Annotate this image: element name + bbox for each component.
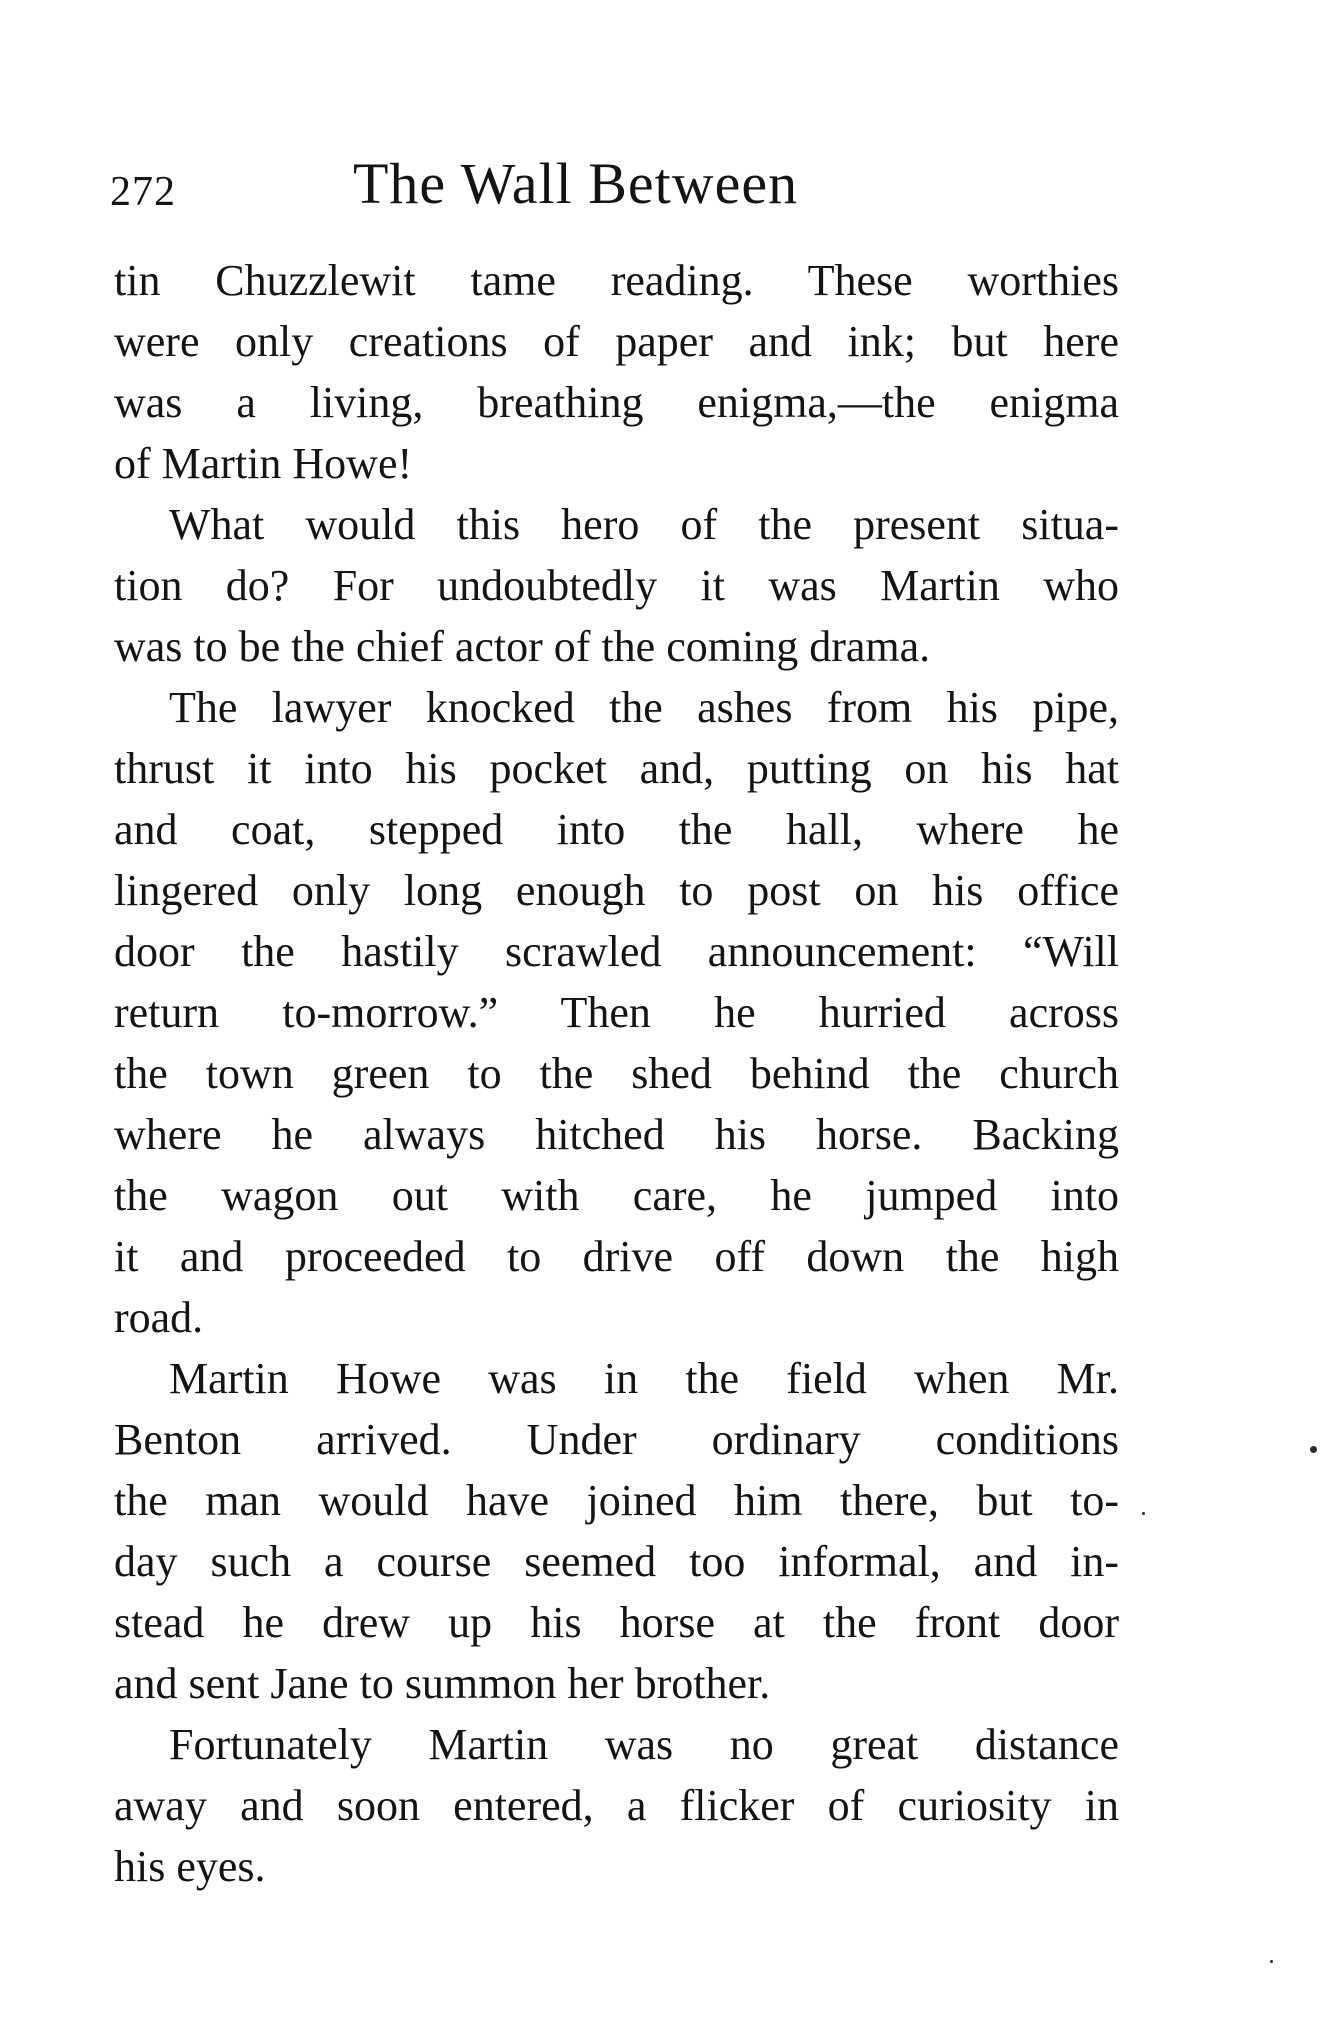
- text-line: What would this hero of the present situa-: [169, 500, 1119, 549]
- text-line: and sent Jane to summon her brother.: [114, 1659, 771, 1708]
- text-line: return to-morrow.” Then he hurried across: [114, 988, 1119, 1037]
- text-line: the wagon out with care, he jumped into: [114, 1171, 1119, 1220]
- scan-speck: [1310, 1446, 1317, 1453]
- text-line: where he always hitched his horse. Backing: [114, 1110, 1119, 1159]
- text-line: Fortunately Martin was no great distance: [169, 1720, 1119, 1769]
- text-line: of Martin Howe!: [114, 439, 413, 488]
- text-line: tin Chuzzlewit tame reading. These worthies: [114, 256, 1119, 305]
- text-line: Benton arrived. Under ordinary conditions: [114, 1415, 1119, 1464]
- text-line: and coat, stepped into the hall, where he: [114, 805, 1119, 854]
- scan-speck: [1142, 1512, 1145, 1515]
- text-line: door the hastily scrawled announcement: “Will: [114, 927, 1119, 976]
- text-line: day such a course seemed too informal, and in-: [114, 1537, 1119, 1586]
- text-line: thrust it into his pocket and, putting on his hat: [114, 744, 1119, 793]
- running-title: The Wall Between: [353, 151, 799, 216]
- text-line: his eyes.: [114, 1842, 266, 1891]
- text-line: stead he drew up his horse at the front door: [114, 1598, 1119, 1647]
- text-line: road.: [114, 1293, 204, 1342]
- text-line: the town green to the shed behind the church: [114, 1049, 1119, 1098]
- scan-speck: [1270, 1960, 1273, 1963]
- text-line: tion do? For undoubtedly it was Martin who: [114, 561, 1119, 610]
- text-line: The lawyer knocked the ashes from his pipe,: [169, 683, 1119, 732]
- text-line: the man would have joined him there, but to-: [114, 1476, 1119, 1525]
- text-line: were only creations of paper and ink; but here: [114, 317, 1119, 366]
- text-line: was a living, breathing enigma,—the enigma: [114, 378, 1119, 427]
- running-head: [110, 150, 1120, 240]
- text-line: was to be the chief actor of the coming drama.: [114, 622, 931, 671]
- text-line: it and proceeded to drive off down the high: [114, 1232, 1119, 1281]
- body-text: [114, 250, 1119, 1897]
- text-line: Martin Howe was in the field when Mr.: [169, 1354, 1119, 1403]
- text-line: lingered only long enough to post on his office: [114, 866, 1119, 915]
- text-line: away and soon entered, a flicker of curiosity in: [114, 1781, 1119, 1830]
- page-number: 272: [110, 169, 176, 215]
